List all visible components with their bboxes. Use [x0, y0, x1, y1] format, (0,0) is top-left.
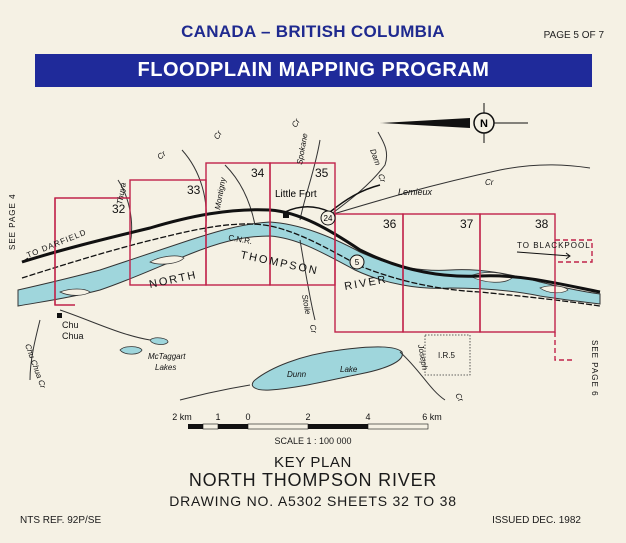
- little-fort-label-1: Little Fort: [275, 189, 317, 200]
- hwy-24-number: 24: [323, 214, 333, 223]
- sheet-number-34: 34: [251, 166, 265, 180]
- scale-bar: [188, 424, 428, 429]
- label-see-page-4: SEE PAGE 4: [8, 193, 17, 250]
- label-cnr: C.N.R.: [227, 233, 253, 247]
- label-stoile: Stoile: [300, 293, 313, 316]
- label-chu: Chu: [62, 320, 79, 330]
- label-mctaggart: McTaggart: [148, 352, 186, 361]
- label-ir5: I.R.5: [438, 351, 455, 360]
- key-plan-title: KEY PLAN: [274, 454, 352, 471]
- chu-chua-marker: [57, 313, 62, 318]
- scale-tick-0: 0: [245, 412, 251, 422]
- label-thompson: THOMPSON: [239, 249, 320, 278]
- label-montigny: Montigny: [213, 176, 228, 211]
- see-page-6-boundary-lower: [555, 332, 574, 360]
- scale-tick-2: 2: [305, 412, 311, 422]
- label-cr-lemieux: Cr: [485, 178, 494, 187]
- label-spokane: Spokane: [295, 132, 310, 166]
- north-arrow-letter: N: [480, 118, 488, 130]
- label-cr-dam: Cr: [376, 172, 388, 184]
- scale-tick-6km: 6 km: [422, 412, 442, 422]
- label-cr-montigny: Cr: [211, 129, 224, 141]
- label-to-blackpool: TO BLACKPOOL: [517, 241, 591, 250]
- sheet-number-37: 37: [460, 217, 474, 231]
- label-dam: Dam: [368, 147, 383, 167]
- nts-reference: NTS REF. 92P/SE: [20, 515, 102, 526]
- label-see-page-6: SEE PAGE 6: [590, 340, 599, 397]
- to-blackpool-arrow-icon: [517, 252, 570, 259]
- label-north: NORTH: [148, 269, 199, 291]
- label-joseph: Joseph: [416, 343, 430, 371]
- program-title: FLOODPLAIN MAPPING PROGRAM: [137, 59, 490, 81]
- page-indicator: PAGE 5 OF 7: [543, 30, 604, 41]
- little-fort-marker: [283, 212, 289, 218]
- sheet-number-35: 35: [315, 166, 329, 180]
- issue-date: ISSUED DEC. 1982: [492, 515, 581, 526]
- drawing-number: DRAWING NO. A5302 SHEETS 32 TO 38: [169, 493, 457, 509]
- dunn-lake: [252, 347, 402, 390]
- label-cr-joseph: Cr: [453, 391, 466, 404]
- mctaggart-lake-2: [150, 338, 168, 345]
- label-lake: Lake: [340, 365, 358, 374]
- country-heading: CANADA – BRITISH COLUMBIA: [181, 22, 445, 41]
- sheet-number-38: 38: [535, 217, 549, 231]
- river-title: NORTH THOMPSON RIVER: [188, 470, 438, 490]
- label-thuya: Thuya: [115, 181, 128, 206]
- label-to-darfield: TO DARFIELD: [25, 227, 88, 260]
- hwy-5-number: 5: [354, 258, 360, 267]
- label-chua: Chua: [62, 331, 84, 341]
- label-chuchua-cr: Chu Chua Cr: [23, 342, 48, 390]
- sheet-number-32: 32: [112, 202, 126, 216]
- label-cr-stoile: Cr: [308, 323, 319, 334]
- north-arrow-icon: [380, 103, 528, 143]
- label-river: RIVER: [343, 273, 389, 293]
- scale-label: SCALE 1 : 100 000: [274, 436, 352, 446]
- scale-tick-1: 1: [215, 412, 221, 422]
- sheet-number-36: 36: [383, 217, 397, 231]
- scale-tick-2km: 2 km: [172, 412, 192, 422]
- sheet-number-33: 33: [187, 183, 201, 197]
- label-cr-spokane: Cr: [289, 117, 302, 129]
- label-dunn: Dunn: [287, 370, 307, 379]
- label-cr-thuya: Cr: [155, 149, 168, 162]
- mctaggart-lake-1: [120, 347, 142, 355]
- scale-tick-4: 4: [365, 412, 371, 422]
- label-lakes: Lakes: [155, 363, 177, 372]
- label-lemieux: Lemieux: [398, 187, 433, 197]
